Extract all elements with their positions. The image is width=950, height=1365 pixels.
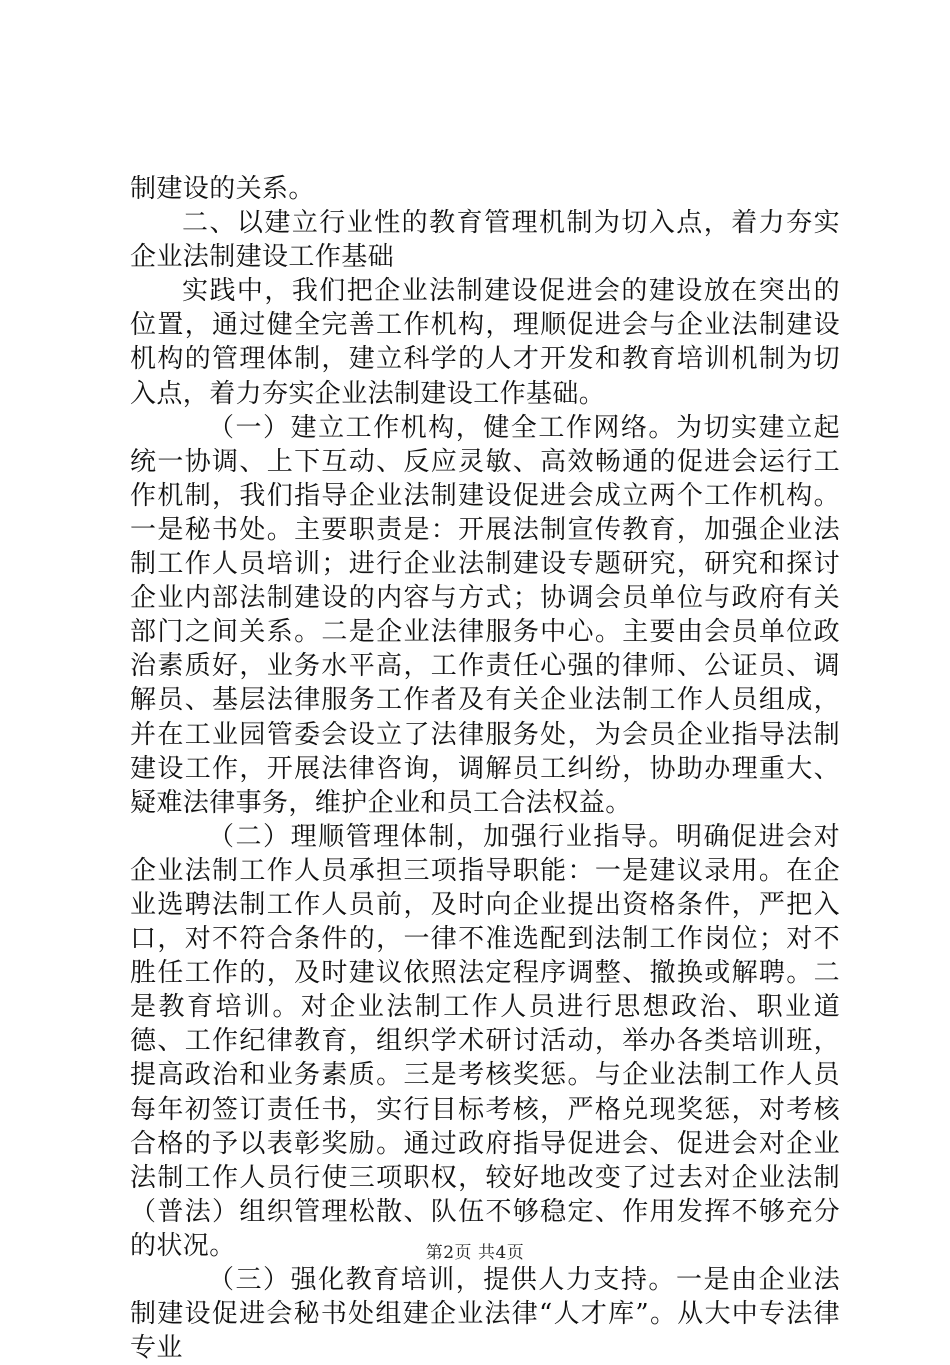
paragraph-continuation: 制建设的关系。 — [130, 174, 315, 204]
paragraph-item-one: （一）建立工作机构，健全工作网络。为切实建立起统一协调、上下互动、反应灵敏、高效畅通的促进会运行工作机制，我们指导企业法制建设促进会成立两个工作机构。一是秘书处。主要职责是：开展法制宣传教育，加强企业法制工作人员培训；进行企业法制建设专题研究，研究和探讨企业内部法制建设的内容与方式；协调会员单位与政府有关部门之间关系。二是企业法律服务中心。主要由会员单位政治素质好，业务水平高，工作责任心强的律师、公证员、调解员、基层法律服务工作者及有关企业法制工作人员组成，并在工业园管委会设立了法律服务处，为会员企业指导法制建设工作，开展法律咨询，调解员工纠纷，协助办理重大、疑难法律事务，维护企业和员工合法权益。 — [130, 412, 840, 818]
paragraph-intro: 实践中，我们把企业法制建设促进会的建设放在突出的位置，通过健全完善工作机构，理顺促进会与企业法制建设机构的管理体制，建立科学的人才开发和教育培训机制为切入点，着力夯实企业法制建设工作基础。 — [130, 276, 840, 409]
paragraph-item-two: （二）理顺管理体制，加强行业指导。明确促进会对企业法制工作人员承担三项指导职能：一是建议录用。在企业选聘法制工作人员前，及时向企业提出资格条件，严把入口，对不符合条件的，一律不准选配到法制工作岗位；对不胜任工作的，及时建议依照法定程序调整、撤换或解聘。二是教育培训。对企业法制工作人员进行思想政治、职业道德、工作纪律教育，组织学术研讨活动，举办各类培训班，提高政治和业务素质。三是考核奖惩。与企业法制工作人员每年初签订责任书，实行目标考核，严格兑现奖惩，对考核合格的予以表彰奖励。通过政府指导促进会、促进会对企业法制工作人员行使三项职权，较好地改变了过去对企业法制（普法）组织管理松散、队伍不够稳定、作用发挥不够充分的状况。 — [130, 821, 840, 1261]
document-body — [130, 172, 840, 1365]
section-heading-two: 二、以建立行业性的教育管理机制为切入点，着力夯实企业法制建设工作基础 — [130, 208, 840, 273]
paragraph-item-three: （三）强化教育培训，提供人力支持。一是由企业法制建设促进会秘书处组建企业法律“人才库”。从大中专法律专业 — [130, 1265, 840, 1364]
page-footer — [0, 1242, 950, 1264]
page-number-label: 第2页 共4页 — [425, 1243, 525, 1263]
